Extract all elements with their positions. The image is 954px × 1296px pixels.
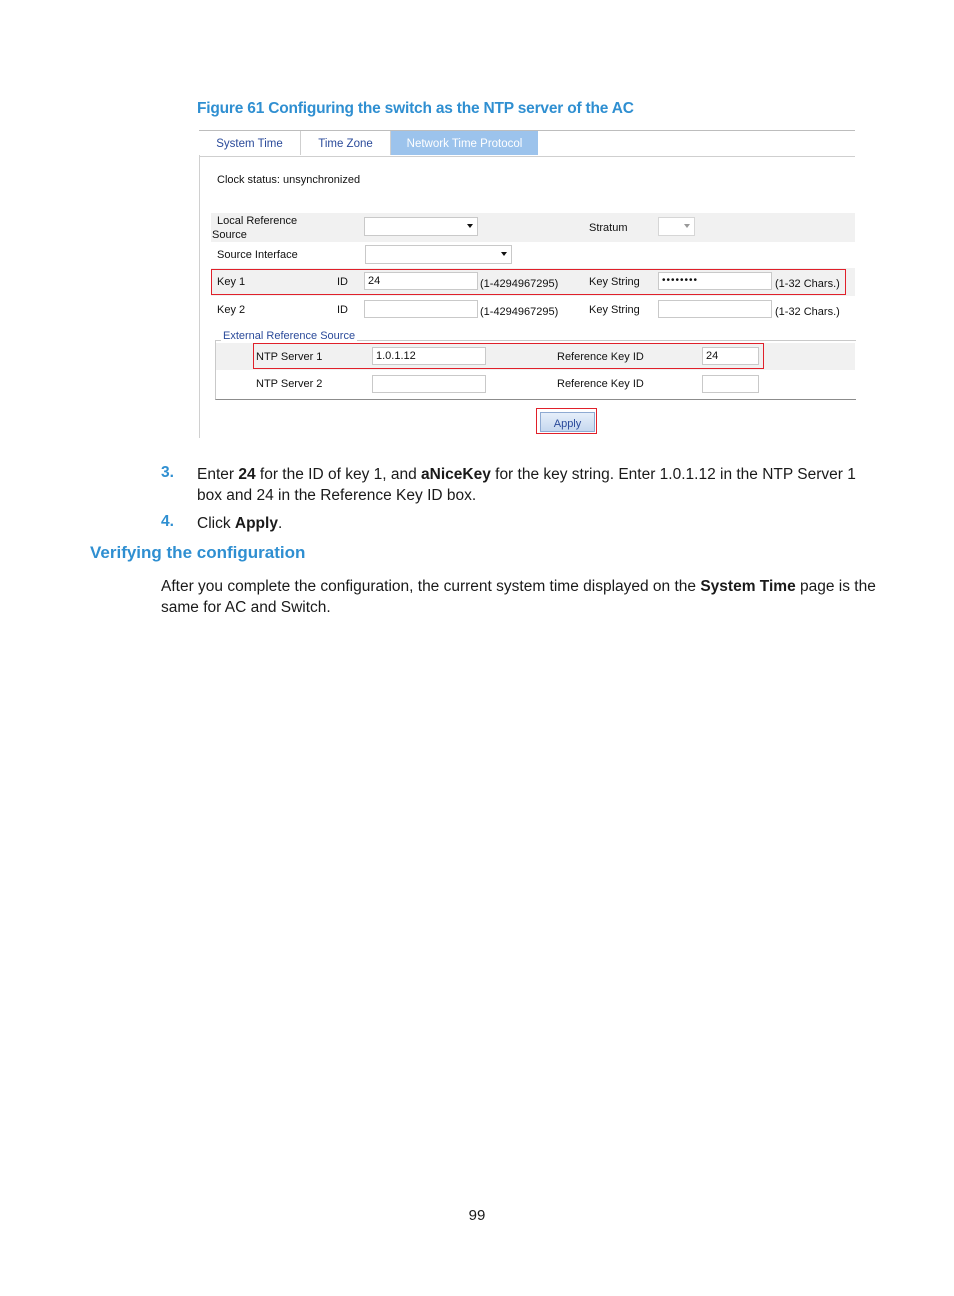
key2-label: Key 2 <box>217 304 246 316</box>
step-3-text: Enter <box>197 466 239 483</box>
ntp-server1-label: NTP Server 1 <box>256 351 323 363</box>
clock-status: Clock status: unsynchronized <box>217 174 361 186</box>
source-interface-select[interactable] <box>365 245 512 264</box>
tab-time-zone[interactable]: Time Zone <box>301 131 391 155</box>
apply-highlight <box>536 408 597 434</box>
local-reference-select[interactable] <box>364 217 478 236</box>
key2-id-input[interactable] <box>364 300 478 318</box>
key1-keystring-hint: (1-32 Chars.) <box>775 278 840 290</box>
step-3-line-1 <box>197 464 856 485</box>
key1-id-label: ID <box>337 276 348 288</box>
ntp-server1-input[interactable]: 1.0.1.12 <box>372 347 486 365</box>
step-3-text: for the ID of key 1, and <box>255 466 422 483</box>
ntp-server2-label: NTP Server 2 <box>256 378 323 390</box>
step-3-bold-id: 24 <box>238 466 256 483</box>
ntp-server2-input[interactable] <box>372 375 486 393</box>
paragraph-text: page is the <box>795 578 876 595</box>
ntp-server2-refkey-label: Reference Key ID <box>557 378 644 390</box>
apply-button[interactable]: Apply <box>540 412 595 432</box>
key1-label: Key 1 <box>217 276 246 288</box>
external-reference-legend: External Reference Source <box>223 330 356 342</box>
step-4-bold-apply: Apply <box>234 515 278 532</box>
step-3-bold-key: aNiceKey <box>421 466 491 483</box>
key1-keystring-input[interactable]: •••••••• <box>658 272 772 290</box>
chevron-down-icon <box>467 224 473 228</box>
paragraph-text: After you complete the configuration, the current system time displayed on the <box>161 578 701 595</box>
key2-keystring-label: Key String <box>589 304 640 316</box>
stratum-label: Stratum <box>589 222 628 234</box>
step-4-line <box>197 513 282 534</box>
ntp-server1-refkey-input[interactable]: 24 <box>702 347 759 365</box>
ntp-server2-refkey-input[interactable] <box>702 375 759 393</box>
local-reference-row <box>211 213 855 242</box>
key1-keystring-label: Key String <box>589 276 640 288</box>
local-reference-label-1: Local Reference <box>217 215 298 227</box>
step-3-line-2: box and 24 in the Reference Key ID box. <box>197 487 477 504</box>
tab-network-time-protocol[interactable]: Network Time Protocol <box>391 131 538 155</box>
step-4-text: Click <box>197 515 235 532</box>
figure-caption: Figure 61 Configuring the switch as the NTP server of the AC <box>197 100 634 117</box>
paragraph-line-1 <box>161 576 876 597</box>
key1-id-range: (1-4294967295) <box>480 278 559 290</box>
step-4-text: . <box>277 515 283 532</box>
key1-id-input[interactable]: 24 <box>364 272 478 290</box>
local-reference-label-2: Source <box>212 229 247 241</box>
ntp-server1-refkey-label: Reference Key ID <box>557 351 644 363</box>
paragraph-bold: System Time <box>700 578 796 595</box>
ntp-server1-highlight <box>253 343 764 369</box>
chevron-down-icon <box>501 252 507 256</box>
step-number-3: 3. <box>161 464 174 481</box>
page-number: 99 <box>468 1207 486 1224</box>
key2-keystring-hint: (1-32 Chars.) <box>775 306 840 318</box>
key2-keystring-input[interactable] <box>658 300 772 318</box>
key2-id-range: (1-4294967295) <box>480 306 559 318</box>
stratum-select[interactable] <box>658 217 695 236</box>
tab-system-time[interactable]: System Time <box>199 131 301 155</box>
source-interface-label: Source Interface <box>217 249 298 261</box>
key2-id-label: ID <box>337 304 348 316</box>
paragraph-line-2: same for AC and Switch. <box>161 599 331 616</box>
chevron-down-icon <box>684 224 690 228</box>
step-3-text: for the key string. Enter 1.0.1.12 in the NTP Server 1 <box>490 466 856 483</box>
section-heading: Verifying the configuration <box>90 543 306 562</box>
panel-left-border <box>199 155 200 438</box>
step-number-4: 4. <box>161 513 174 530</box>
